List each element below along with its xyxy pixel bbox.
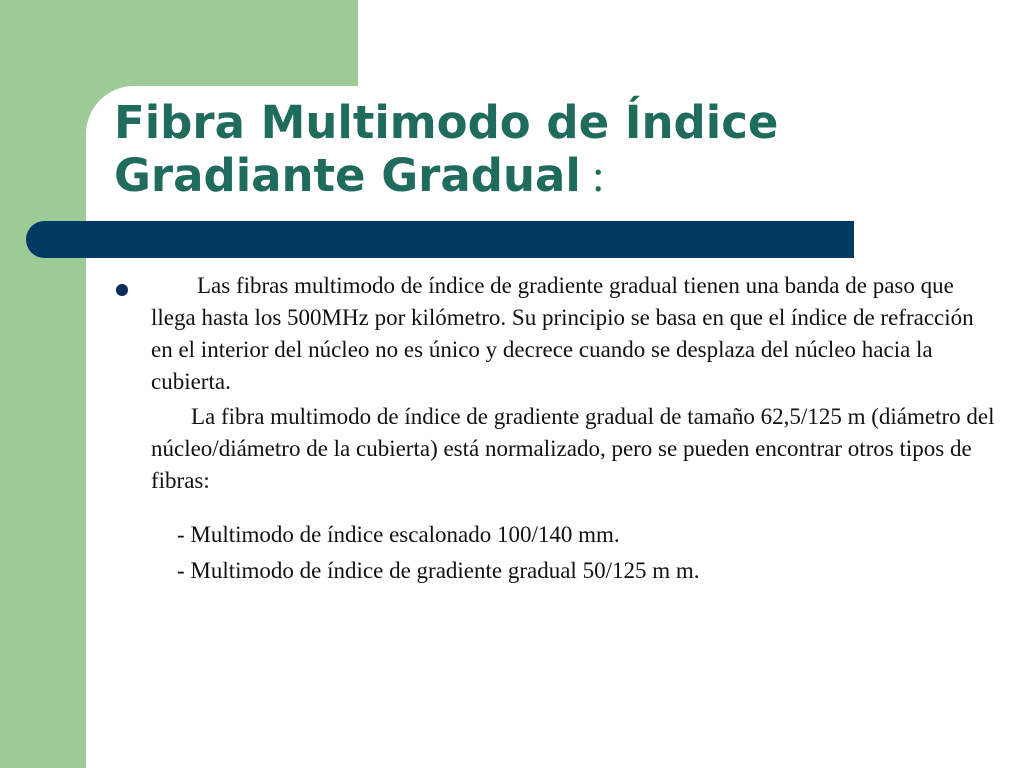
slide-title-text: Fibra Multimodo de Índice Gradiante Gradual bbox=[114, 96, 779, 202]
body-content bbox=[151, 270, 1001, 587]
slide-title-colon: : bbox=[580, 151, 605, 201]
body-paragraph-1: Las fibras multimodo de índice de gradiente gradual tienen una banda de paso que llega hasta los 500MHz por kilómetro. Su principio se basa en que el índice de refracción en el interior del núcleo no es único y decrece cuando se desplaza del núcleo hacia la cubierta. bbox=[151, 273, 974, 394]
slide-title bbox=[114, 96, 994, 203]
bullet-icon bbox=[116, 284, 128, 296]
body-paragraph-2: La fibra multimodo de índice de gradiente gradual de tamaño 62,5/125 m (diámetro del núcleo/diámetro de la cubierta) está normalizado, pero se pueden encontrar otros tipos de fibras: bbox=[151, 404, 995, 493]
fiber-type-item: - Multimodo de índice escalonado 100/140 mm. bbox=[177, 522, 620, 547]
title-underline-bar bbox=[26, 221, 854, 258]
fiber-type-item: - Multimodo de índice de gradiente gradual 50/125 m m. bbox=[177, 558, 700, 583]
